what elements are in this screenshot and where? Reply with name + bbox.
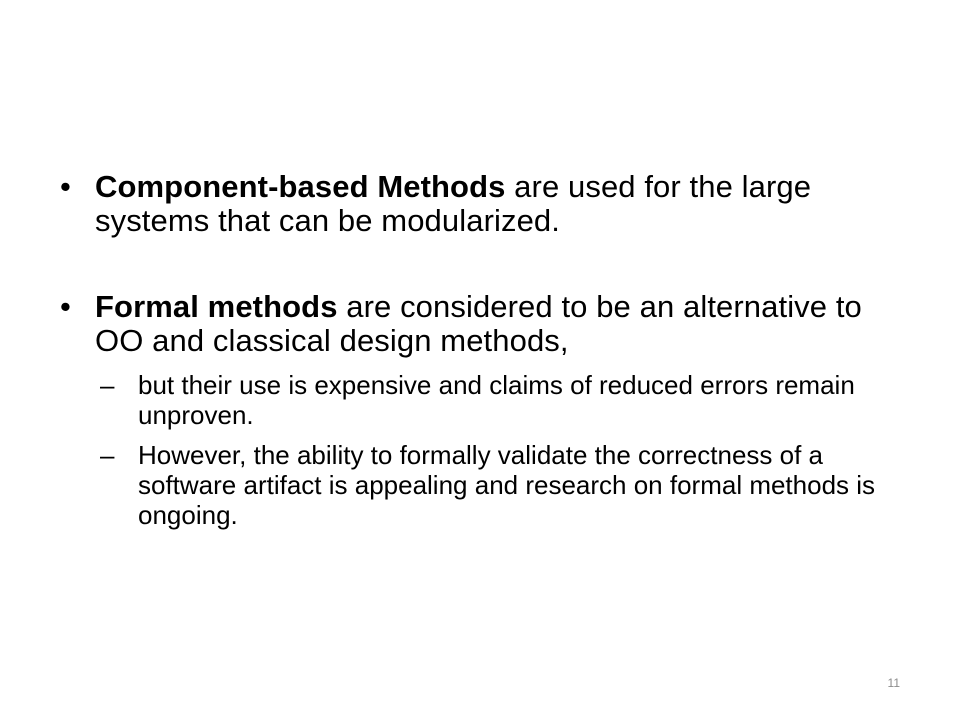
sub-bullet-ongoing-research [60,440,900,530]
bullet-formal-methods [60,290,900,358]
sub-bullet-text: but their use is expensive and claims of reduced errors remain unproven. [138,370,855,430]
dash-icon: – [100,370,115,400]
bullet-bold-term: Component-based Methods [95,169,506,204]
bullet-dot-icon: • [60,169,71,204]
dash-icon: – [100,440,115,470]
page-number: 11 [887,676,900,690]
sub-bullet-expensive [60,370,900,430]
bullet-text: are considered to be an alternative to OO and classical design methods, [95,289,862,358]
bullet-text: are used for the large systems that can be modularized. [95,169,812,238]
bullet-bold-term: Formal methods [95,289,338,324]
bullet-dot-icon: • [60,289,71,324]
bullet-component-based-methods [60,170,900,238]
sub-bullet-text: However, the ability to formally validate the correctness of a software artifact is appealing and research on formal methods is ongoing. [138,440,876,530]
slide-content [60,170,900,540]
